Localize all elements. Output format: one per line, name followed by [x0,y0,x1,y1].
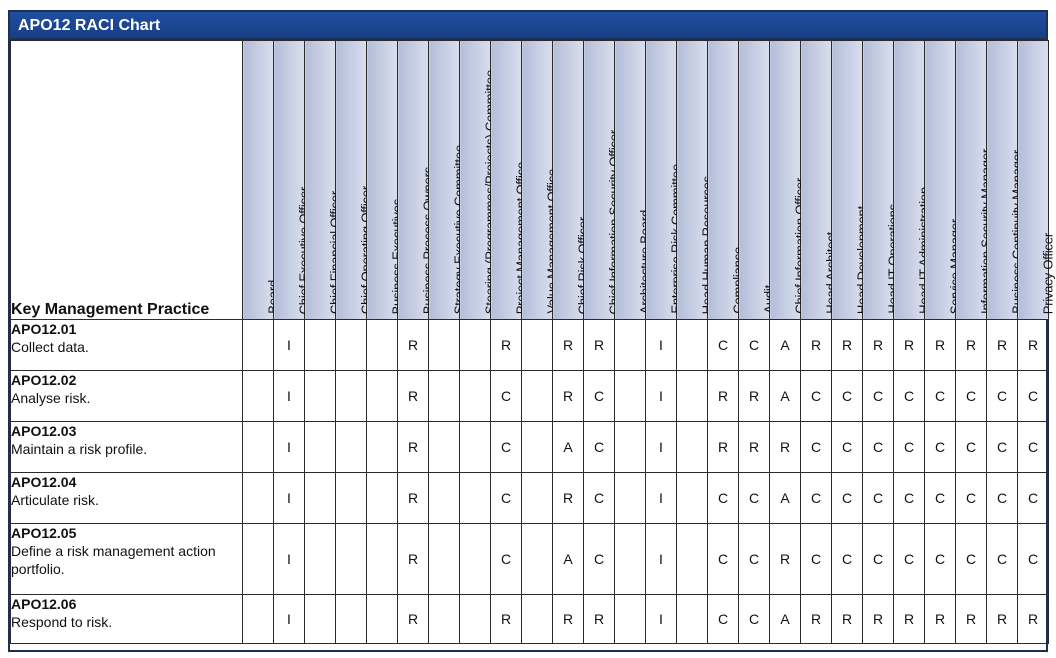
raci-value-cell [615,473,646,524]
raci-value-cell [677,422,708,473]
raci-value-cell [522,422,553,473]
raci-value-cell: I [646,595,677,644]
raci-value-cell: C [894,422,925,473]
raci-value-cell [460,422,491,473]
role-header [987,41,1018,320]
table-row [11,320,1049,371]
raci-value-cell [429,524,460,595]
raci-value-cell [460,473,491,524]
role-header [708,41,739,320]
raci-value-cell: R [398,473,429,524]
practice-cell [11,473,243,524]
raci-value-cell: C [925,473,956,524]
raci-value-cell: R [398,422,429,473]
raci-value-cell: C [987,473,1018,524]
practice-description: Define a risk management action portfolio. [11,543,216,577]
raci-value-cell [615,422,646,473]
raci-value-cell: C [832,422,863,473]
raci-value-cell: R [398,524,429,595]
raci-value-cell: C [925,524,956,595]
role-header [615,41,646,320]
raci-value-cell [615,320,646,371]
raci-value-cell: C [491,422,522,473]
raci-value-cell: R [708,371,739,422]
raci-value-cell [429,371,460,422]
raci-value-cell: C [894,473,925,524]
raci-value-cell: R [801,320,832,371]
raci-value-cell [305,524,336,595]
raci-value-cell: A [770,595,801,644]
chart-title: APO12 RACI Chart [10,12,1046,40]
raci-value-cell: I [646,473,677,524]
raci-value-cell: R [987,320,1018,371]
role-header [646,41,677,320]
raci-value-cell: R [956,320,987,371]
raci-value-cell: R [925,595,956,644]
role-header [336,41,367,320]
role-header [677,41,708,320]
raci-value-cell: R [956,595,987,644]
role-header-label: Privacy Officer [1040,232,1056,314]
raci-value-cell [460,524,491,595]
raci-value-cell [305,320,336,371]
raci-value-cell: R [1018,320,1049,371]
role-header [243,41,274,320]
raci-value-cell: I [274,422,305,473]
raci-value-cell [677,473,708,524]
raci-value-cell [367,320,398,371]
raci-value-cell: C [1018,371,1049,422]
practice-code: APO12.03 [11,423,77,439]
raci-value-cell: R [584,595,615,644]
raci-value-cell [305,473,336,524]
raci-value-cell: C [708,473,739,524]
raci-value-cell [460,595,491,644]
raci-value-cell: R [894,320,925,371]
raci-value-cell: R [491,595,522,644]
role-header [584,41,615,320]
raci-value-cell: C [1018,422,1049,473]
raci-value-cell: C [863,473,894,524]
practice-code: APO12.05 [11,525,77,541]
raci-value-cell: C [1018,473,1049,524]
raci-value-cell [429,595,460,644]
raci-value-cell [367,595,398,644]
raci-value-cell: C [708,595,739,644]
raci-value-cell: R [553,371,584,422]
raci-value-cell [336,320,367,371]
header-row [11,41,1049,320]
role-header [398,41,429,320]
raci-value-cell: C [708,320,739,371]
practice-cell [11,595,243,644]
raci-value-cell: R [987,595,1018,644]
raci-value-cell: C [832,371,863,422]
raci-value-cell [336,422,367,473]
role-header [1018,41,1056,320]
raci-value-cell: C [863,371,894,422]
raci-value-cell: I [274,320,305,371]
raci-value-cell: I [646,422,677,473]
raci-value-cell: R [553,473,584,524]
raci-value-cell: R [398,320,429,371]
raci-value-cell: C [987,422,1018,473]
raci-value-cell: R [398,371,429,422]
raci-value-cell [677,595,708,644]
raci-table [10,40,1056,644]
raci-value-cell: C [894,524,925,595]
raci-value-cell [367,473,398,524]
raci-value-cell: C [832,473,863,524]
raci-value-cell: C [832,524,863,595]
raci-value-cell: C [987,371,1018,422]
raci-value-cell [615,595,646,644]
practice-code: APO12.06 [11,596,77,612]
raci-value-cell: R [553,320,584,371]
raci-value-cell [615,524,646,595]
raci-value-cell: C [584,524,615,595]
raci-value-cell [305,371,336,422]
practice-code: APO12.04 [11,474,77,490]
raci-value-cell: R [863,595,894,644]
raci-value-cell [615,371,646,422]
practice-code: APO12.02 [11,372,77,388]
raci-value-cell [243,422,274,473]
raci-value-cell: R [863,320,894,371]
raci-value-cell: C [584,371,615,422]
raci-value-cell [677,320,708,371]
practice-description: Collect data. [11,339,89,355]
raci-value-cell: C [801,524,832,595]
raci-value-cell [305,595,336,644]
raci-value-cell: C [584,473,615,524]
raci-value-cell: C [863,422,894,473]
raci-value-cell: A [770,473,801,524]
raci-value-cell: C [491,473,522,524]
raci-value-cell: C [739,595,770,644]
raci-value-cell [460,320,491,371]
practice-description: Maintain a risk profile. [11,441,148,457]
raci-value-cell: C [987,524,1018,595]
role-header [522,41,553,320]
raci-value-cell [243,595,274,644]
role-header [429,41,460,320]
raci-value-cell: R [739,422,770,473]
raci-value-cell: R [584,320,615,371]
role-header [305,41,336,320]
raci-value-cell: C [925,371,956,422]
raci-value-cell: C [1018,524,1049,595]
raci-value-cell: I [646,320,677,371]
raci-value-cell: C [801,371,832,422]
raci-value-cell [677,524,708,595]
raci-chart-frame [8,10,1056,652]
raci-value-cell: R [770,422,801,473]
raci-value-cell: C [584,422,615,473]
raci-value-cell [336,524,367,595]
table-row [11,473,1049,524]
raci-value-cell [522,524,553,595]
role-header [274,41,305,320]
raci-value-cell: R [925,320,956,371]
raci-value-cell: I [274,371,305,422]
raci-value-cell: C [956,473,987,524]
practice-cell [11,422,243,473]
practice-description: Respond to risk. [11,614,113,630]
raci-value-cell [429,473,460,524]
raci-value-cell: A [770,371,801,422]
raci-value-cell [243,320,274,371]
raci-value-cell: C [739,524,770,595]
practice-cell [11,524,243,595]
raci-value-cell [522,320,553,371]
raci-value-cell: I [646,371,677,422]
table-row [11,595,1049,644]
practice-code: APO12.01 [11,321,77,337]
raci-value-cell: C [739,320,770,371]
raci-value-cell: I [274,524,305,595]
role-header [460,41,491,320]
raci-value-cell [429,320,460,371]
table-body [11,320,1049,644]
raci-value-cell [243,524,274,595]
role-header [894,41,925,320]
practice-description: Articulate risk. [11,492,99,508]
raci-value-cell [336,371,367,422]
raci-value-cell: C [956,524,987,595]
raci-value-cell: C [739,473,770,524]
role-header [925,41,956,320]
role-header [739,41,770,320]
raci-value-cell: C [801,473,832,524]
role-header [770,41,801,320]
raci-value-cell: R [832,595,863,644]
raci-value-cell [460,371,491,422]
raci-value-cell: A [770,320,801,371]
raci-value-cell: R [770,524,801,595]
raci-value-cell: I [274,473,305,524]
raci-value-cell [429,422,460,473]
raci-value-cell [336,473,367,524]
raci-value-cell: C [956,371,987,422]
raci-value-cell: I [274,595,305,644]
raci-value-cell: R [739,371,770,422]
raci-value-cell: I [646,524,677,595]
raci-value-cell: A [553,524,584,595]
table-row [11,524,1049,595]
raci-value-cell [243,473,274,524]
table-row [11,422,1049,473]
role-header [801,41,832,320]
raci-value-cell: C [863,524,894,595]
role-header [553,41,584,320]
raci-value-cell: C [925,422,956,473]
raci-value-cell [336,595,367,644]
raci-value-cell: R [491,320,522,371]
raci-value-cell [522,371,553,422]
raci-value-cell: C [894,371,925,422]
practice-cell [11,371,243,422]
raci-value-cell: C [491,371,522,422]
raci-value-cell [677,371,708,422]
raci-value-cell [522,473,553,524]
raci-value-cell: C [956,422,987,473]
role-header [491,41,522,320]
role-header [956,41,987,320]
raci-value-cell: C [801,422,832,473]
raci-value-cell: R [398,595,429,644]
practice-description: Analyse risk. [11,390,91,406]
raci-value-cell: R [553,595,584,644]
raci-value-cell [243,371,274,422]
practice-cell [11,320,243,371]
role-header [863,41,894,320]
raci-value-cell: R [708,422,739,473]
raci-value-cell: A [553,422,584,473]
raci-value-cell: R [832,320,863,371]
raci-value-cell [367,371,398,422]
raci-value-cell: C [708,524,739,595]
raci-value-cell: R [801,595,832,644]
raci-value-cell [367,422,398,473]
raci-value-cell: R [1018,595,1049,644]
role-header [367,41,398,320]
raci-value-cell [522,595,553,644]
table-row [11,371,1049,422]
raci-value-cell: R [894,595,925,644]
raci-value-cell [305,422,336,473]
role-header [832,41,863,320]
raci-value-cell [367,524,398,595]
key-management-practice-header: Key Management Practice [11,41,243,320]
raci-value-cell: C [491,524,522,595]
